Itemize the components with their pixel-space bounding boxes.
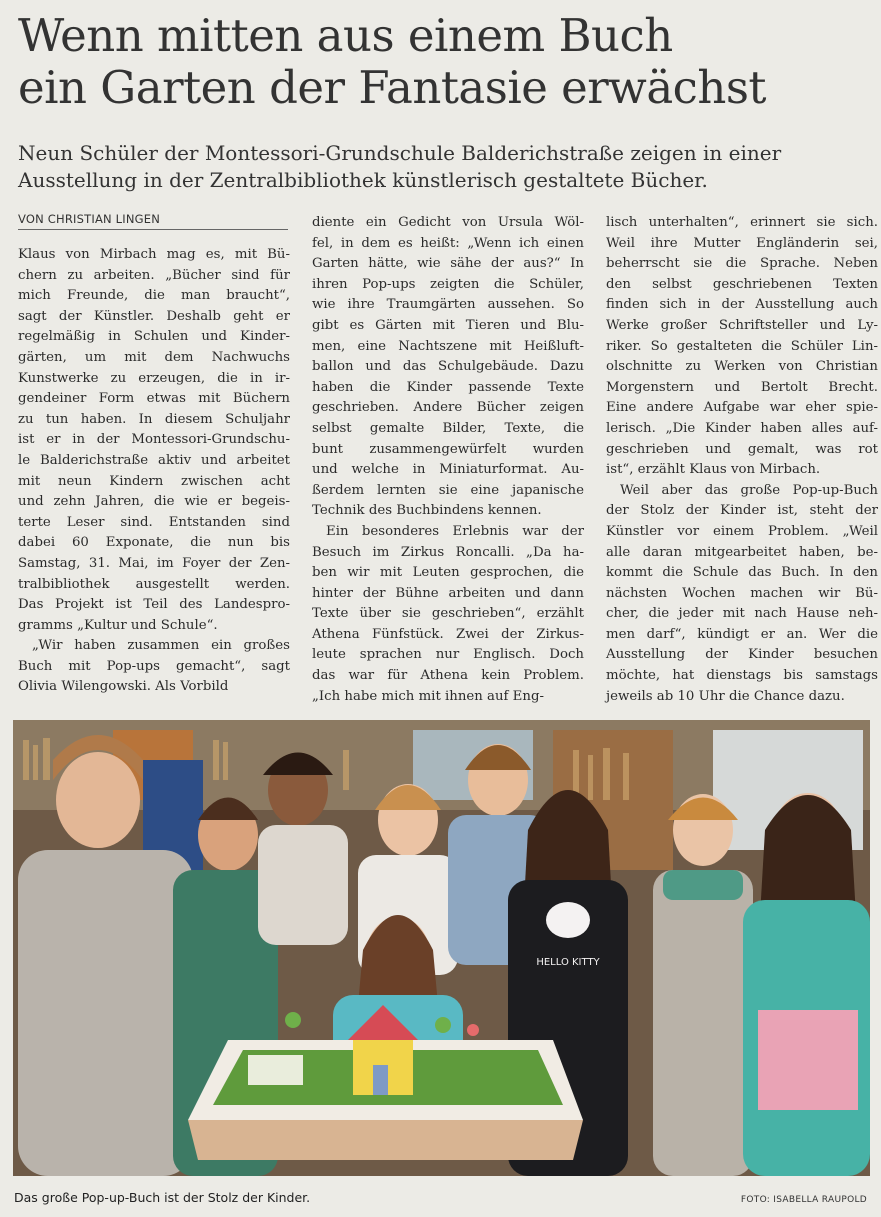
shirt-text: HELLO KITTY: [536, 957, 600, 968]
article-text-line: gramms „Kultur und Schule“.: [18, 617, 218, 633]
article-text-line: Garten hätte, wie sähe der aus?“ In: [312, 256, 584, 272]
photo-illustration: [13, 720, 870, 1176]
article-text-line: haben die Kinder passende Texte: [312, 379, 584, 395]
article-text-line: kommt die Schule das Buch. In den: [606, 565, 878, 581]
article-text-line: olschnitte zu Werken von Christian: [606, 359, 878, 375]
article-text-line: Texte über sie geschrieben“, erzählt: [312, 606, 584, 622]
headline-line-1: Wenn mitten aus einem Buch: [18, 9, 673, 62]
article-text-line: jeweils ab 10 Uhr die Chance dazu.: [606, 688, 845, 704]
article-text-line: Ein besonderes Erlebnis war der: [326, 523, 584, 539]
article-text-line: Weil ihre Mutter Engländerin sei,: [606, 235, 878, 251]
article-text-line: ballon und das Schulgebäude. Dazu: [312, 359, 584, 375]
article-text-line: sagt der Künstler. Deshalb geht er: [18, 308, 290, 324]
article-text-line: men, eine Nachtszene mit Heißluft-: [312, 338, 584, 354]
article-text-line: le Balderichstraße aktiv und arbeitet: [18, 452, 290, 468]
article-text-line: ist er in der Montessori-Grundschu-: [18, 432, 290, 448]
headline-line-2: ein Garten der Fantasie erwächst: [18, 61, 767, 114]
subheadline-line-1: Neun Schüler der Montessori-Grundschule Balderichstraße zeigen in einer: [18, 141, 782, 165]
article-text-line: lisch unterhalten“, erinnert sie sich.: [606, 215, 878, 230]
article-text-line: regelmäßig in Schulen und Kinder-: [18, 329, 290, 345]
article-column-3: [606, 213, 878, 707]
article-text-line: terte Leser sind. Entstanden sind: [18, 514, 290, 530]
article-text-line: geschrieben. Andere Bücher zeigen: [312, 400, 584, 416]
article-text-line: mit neun Kindern zwischen acht: [18, 473, 290, 489]
article-text-line: Technik des Buchbindens kennen.: [312, 503, 542, 519]
article-text-line: Werke großer Schriftsteller und Ly-: [606, 317, 878, 333]
article-text-line: Morgenstern und Bertolt Brecht.: [606, 379, 878, 395]
article-text-line: und welche in Miniaturformat. Au-: [312, 462, 584, 478]
article-text-line: mich Freunde, die man braucht“,: [18, 288, 290, 304]
article-text-line: hinter der Bühne arbeiten und dann: [312, 585, 584, 601]
article-text-line: und zehn Jahren, die wie er begeis-: [18, 494, 290, 510]
article-text-line: finden sich in der Ausstellung auch: [606, 297, 878, 313]
article-text-line: gendeiner Form etwas mit Büchern: [18, 391, 290, 407]
article-text-line: Weil aber das große Pop-up-Buch: [620, 482, 878, 498]
article-text-line: nächsten Wochen machen wir Bü-: [606, 585, 878, 601]
article-text-line: Besuch im Zirkus Roncalli. „Da ha-: [312, 544, 584, 560]
article-text-line: „Wir haben zusammen ein großes: [32, 638, 290, 654]
article-text-line: „Ich habe mich mit ihnen auf Eng-: [312, 688, 544, 704]
article-text-line: Buch mit Pop-ups gemacht“, sagt: [18, 658, 290, 674]
article-column-1: [18, 245, 290, 698]
article-text-line: gibt es Gärten mit Tieren und Blu-: [312, 317, 584, 333]
article-text-line: dabei 60 Exponate, die nun bis: [18, 535, 290, 551]
article-text-line: beherrscht sie die Sprache. Neben: [606, 256, 878, 272]
article-text-line: Klaus von Mirbach mag es, mit Bü-: [18, 247, 290, 262]
byline: VON CHRISTIAN LINGEN: [18, 212, 288, 230]
article-text-line: zu tun haben. In diesem Schuljahr: [18, 411, 290, 427]
article-text-line: Samstag, 31. Mai, im Foyer der Zen-: [18, 555, 290, 571]
article-text-line: riker. So gestalteten die Schüler Lin-: [606, 338, 878, 354]
article-text-line: bunt zusammengewürfelt wurden: [312, 441, 584, 457]
article-text-line: ist“, erzählt Klaus von Mirbach.: [606, 462, 821, 478]
article-text-line: leute sprachen nur Englisch. Doch: [312, 647, 584, 663]
article-text-line: Ausstellung der Kinder besuchen: [606, 647, 878, 663]
article-text-line: geschrieben und gemalt, was rot: [606, 441, 878, 457]
headline: [18, 10, 868, 114]
article-text-line: Athena Fünfstück. Zwei der Zirkus-: [312, 626, 584, 642]
article-text-line: ßerdem lernten sie eine japanische: [312, 482, 584, 498]
article-text-line: Olivia Wilengowski. Als Vorbild: [18, 679, 229, 695]
article-text-line: Eine andere Aufgabe war eher spie-: [606, 400, 878, 416]
article-text-line: fel, in dem es heißt: „Wenn ich einen: [312, 235, 584, 251]
article-text-line: ben wir mit Leuten gesprochen, die: [312, 565, 584, 581]
article-text-line: selbst gemalte Bilder, Texte, die: [312, 420, 584, 436]
article-text-line: ihren Pop-ups zeigten die Schüler,: [312, 276, 584, 292]
article-text-line: men darf“, kündigt er an. Wer die: [606, 626, 878, 642]
article-text-line: den selbst geschriebenen Texten: [606, 276, 878, 292]
photo-caption: Das große Pop-up-Buch ist der Stolz der Kinder.: [14, 1190, 311, 1205]
article-text-line: diente ein Gedicht von Ursula Wöl-: [312, 215, 584, 230]
article-text-line: wie ihre Traumgärten aussehen. So: [312, 297, 584, 313]
photo-credit: FOTO: ISABELLA RAUPOLD: [740, 1195, 867, 1205]
article-text-line: möchte, hat dienstags bis samstags: [606, 668, 878, 684]
article-text-line: der Stolz der Kinder ist, steht der: [606, 503, 878, 519]
article-text-line: Künstler vor einem Problem. „Weil: [606, 523, 878, 539]
subheadline-line-2: Ausstellung in der Zentralbibliothek künstlerisch gestaltete Bücher.: [18, 168, 708, 192]
article-text-line: Kunstwerke zu erzeugen, die in ir-: [18, 370, 290, 386]
article-text-line: alle daran mitgearbeitet haben, be-: [606, 544, 878, 560]
article-column-2: [312, 213, 584, 707]
article-text-line: tralbibliothek ausgestellt werden.: [18, 576, 290, 592]
article-text-line: Das Projekt ist Teil des Landespro-: [18, 597, 290, 613]
article-text-line: cher, die jeder mit nach Hause neh-: [606, 606, 878, 622]
article-text-line: das war für Athena kein Problem.: [312, 668, 584, 684]
article-text-line: lerisch. „Die Kinder haben alles auf-: [606, 420, 878, 436]
subheadline: [18, 140, 868, 194]
article-text-line: gärten, um mit dem Nachwuchs: [18, 349, 290, 365]
article-text-line: chern zu arbeiten. „Bücher sind für: [18, 267, 290, 283]
article-photo: [13, 720, 870, 1176]
